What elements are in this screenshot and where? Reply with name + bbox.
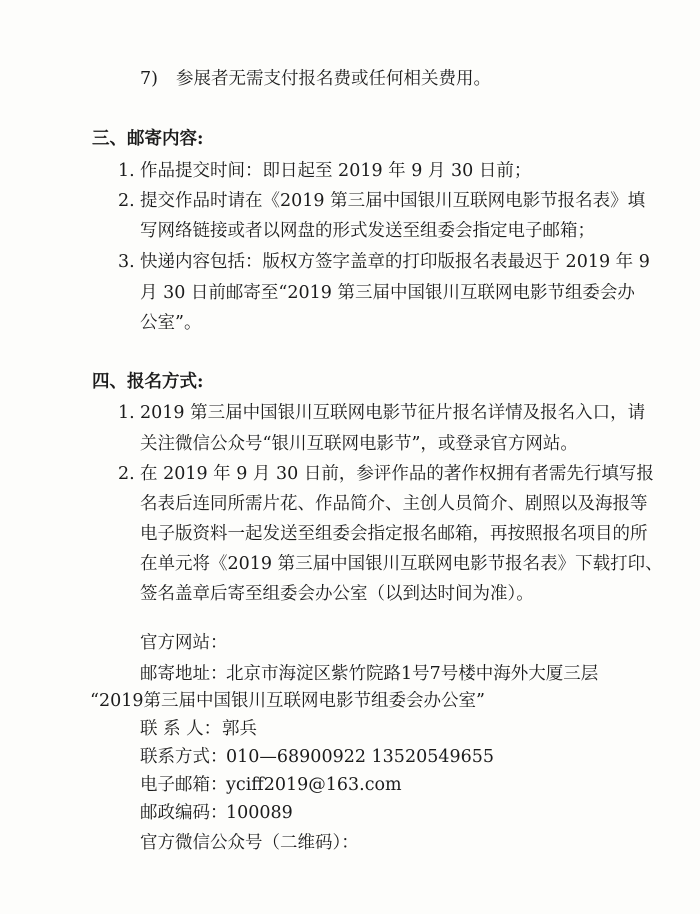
section-3-title: 三、邮寄内容: <box>92 129 204 149</box>
s3-item-2-number: 2. <box>118 191 135 211</box>
item-7-number: 7) <box>140 69 158 89</box>
official-website-label: 官方网站： <box>140 633 228 653</box>
email-label: 电子邮箱： <box>140 775 228 795</box>
s4-item-2-line-4: 在单元将《2019 第三届中国银川互联网电影节报名表》下载打印、 <box>140 554 663 574</box>
s4-item-2-number: 2. <box>118 464 135 484</box>
s3-item-1-line-1: 作品提交时间：即日起至 2019 年 9 月 30 日前； <box>140 161 532 181</box>
s4-item-2-line-1: 在 2019 年 9 月 30 日前，参评作品的著作权拥有者需先行填写报 <box>140 464 654 484</box>
section-4-title: 四、报名方式: <box>92 372 204 392</box>
address-label: 邮寄地址： <box>140 664 228 684</box>
address-value: 北京市海淀区紫竹院路1号7号楼中海外大厦三层 <box>226 664 599 684</box>
item-7-text: 参展者无需支付报名费或任何相关费用。 <box>176 69 491 89</box>
address-line-2: “2019第三届中国银川互联网电影节组委会办公室” <box>90 691 485 711</box>
s3-item-3-line-1: 快递内容包括：版权方签字盖章的打印版报名表最迟于 2019 年 9 <box>140 252 650 272</box>
s3-item-3-number: 3. <box>118 252 135 272</box>
contact-person-value: 郭兵 <box>222 719 257 739</box>
s4-item-2-line-2: 名表后连同所需片花、作品简介、主创人员简介、剧照以及海报等 <box>140 494 648 514</box>
s4-item-2-line-5: 签名盖章后寄至组委会办公室（以到达时间为准）。 <box>140 584 534 604</box>
wechat-qr-label: 官方微信公众号（二维码）： <box>140 833 359 853</box>
contact-person-label: 联 系 人： <box>140 719 222 739</box>
s3-item-2-line-1: 提交作品时请在《2019 第三届中国银川互联网电影节报名表》填 <box>140 191 646 211</box>
s3-item-3-line-3: 公室”。 <box>140 313 202 333</box>
s4-item-2-line-3: 电子版资料一起发送至组委会指定报名邮箱，再按照报名项目的所 <box>140 524 648 544</box>
s4-item-1-line-2: 关注微信公众号“银川互联网电影节”，或登录官方网站。 <box>140 434 578 454</box>
s3-item-3-line-2: 月 30 日前邮寄至“2019 第三届中国银川互联网电影节组委会办 <box>140 283 635 303</box>
postcode-value: 100089 <box>226 803 293 823</box>
s4-item-1-line-1: 2019 第三届中国银川互联网电影节征片报名详情及报名入口，请 <box>140 403 646 423</box>
s3-item-2-line-2: 写网络链接或者以网盘的形式发送至组委会指定电子邮箱； <box>140 221 595 241</box>
phone-label: 联系方式： <box>140 747 228 767</box>
s3-item-1-number: 1. <box>118 161 135 181</box>
email-value: yciff2019@163.com <box>226 775 402 795</box>
postcode-label: 邮政编码： <box>140 803 228 823</box>
phone-value: 010—68900922 13520549655 <box>226 747 495 767</box>
s4-item-1-number: 1. <box>118 403 135 423</box>
